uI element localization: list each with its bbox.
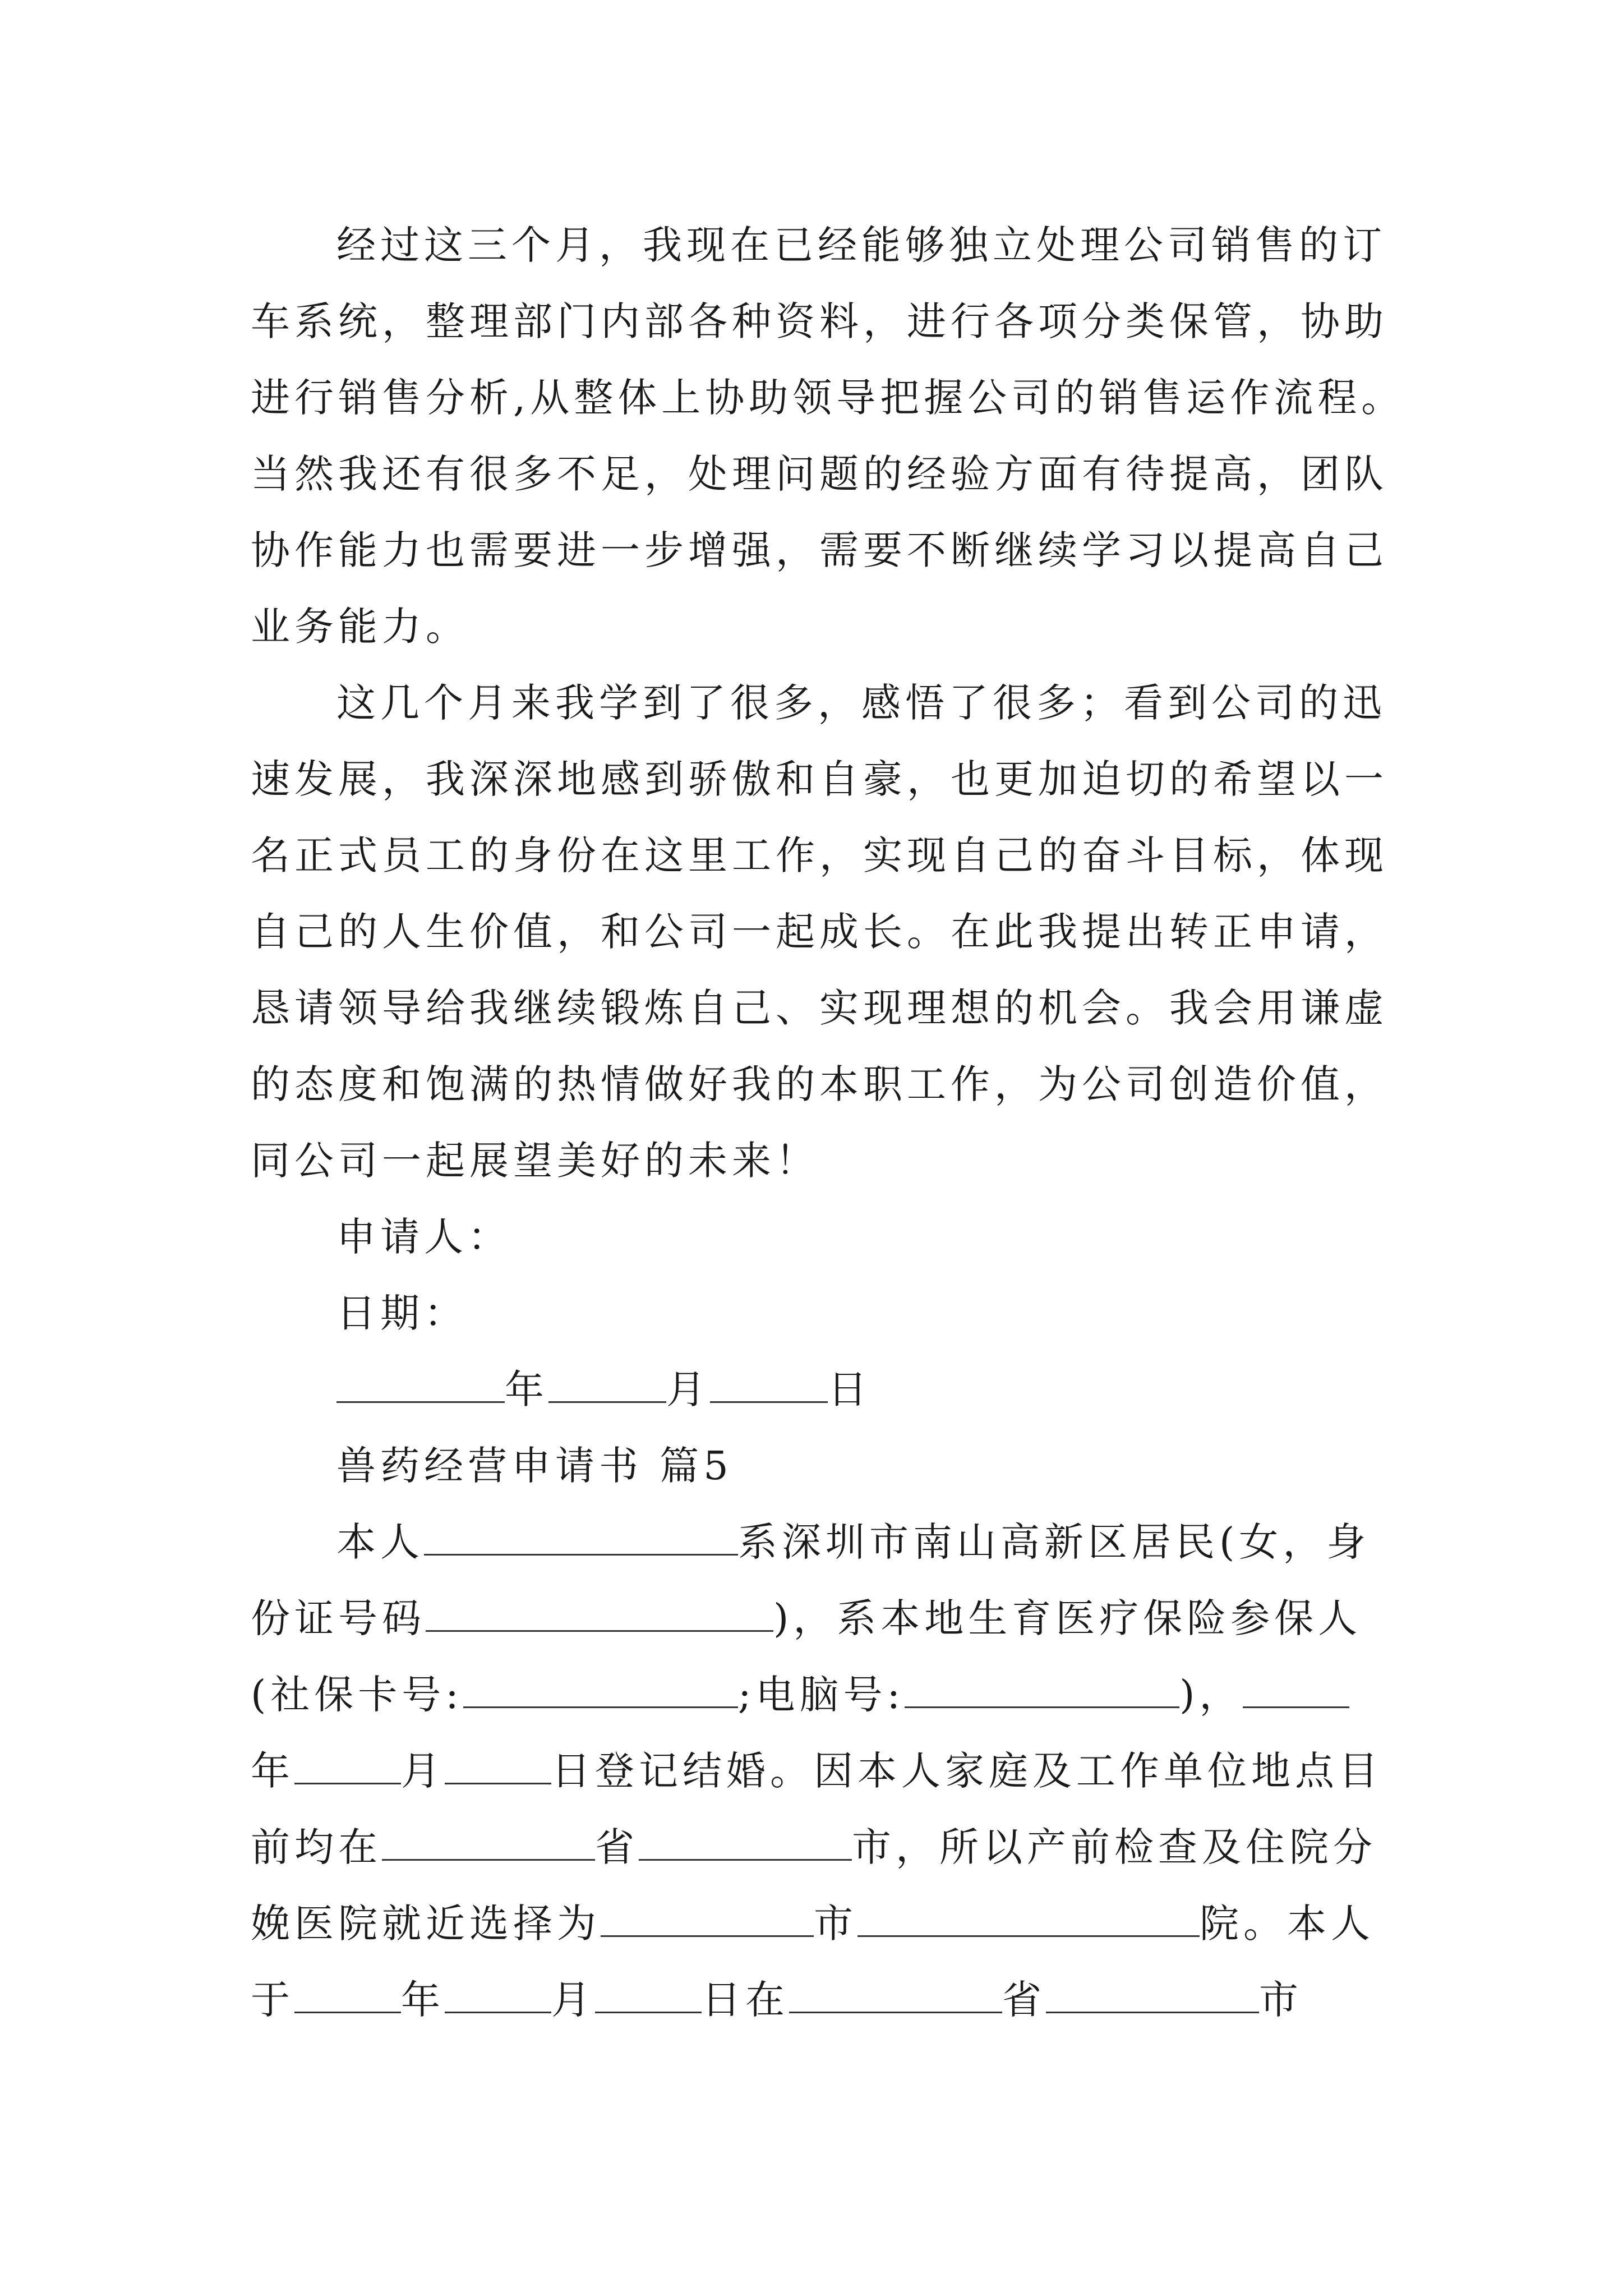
text-line: 经过这三个月，我现在已经能够独立处理公司销售的订 [336,222,1386,268]
text-line: 这几个月来我学到了很多，感悟了很多；看到公司的迅 [336,680,1386,726]
city-blank [1046,1977,1259,2013]
date-fill-line [336,1364,1514,1415]
text-line: 恳请领导给我继续锻炼自己、实现理想的机会。我会用谦虚 [251,985,1388,1031]
month-label: 月 [666,1366,710,1412]
month-blank [294,1748,401,1784]
text-segment: (社保卡号: [251,1672,463,1718]
text-segment: 月 [401,1748,445,1794]
text-segment: 年 [401,1977,445,2023]
section-title: 兽药经营申请书 篇5 [336,1443,733,1489]
text-segment: 娩医院就近选择为 [251,1901,601,1947]
text-segment: 本人 [336,1519,424,1565]
computer-number-blank [905,1672,1179,1708]
text-segment: 于 [251,1977,294,2023]
text-segment: 院。本人 [1200,1901,1375,1947]
text-segment: 月 [551,1977,595,2023]
text-line [336,1517,1514,1567]
text-line: 的态度和饱满的热情做好我的本职工作，为公司创造价值， [251,1061,1388,1107]
text-segment: 省 [1002,1977,1046,2023]
text-segment: 年 [251,1748,294,1794]
text-segment: 份证号码 [251,1595,426,1641]
name-blank [424,1519,738,1556]
text-segment: 前均在 [251,1824,382,1870]
applicant-label: 申请人： [336,1214,511,1260]
text-line [251,1898,1428,1949]
text-line: 自己的人生价值，和公司一起成长。在此我提出转正申请， [251,909,1388,955]
day-label: 日 [828,1366,872,1412]
day-blank [445,1748,551,1784]
month-blank [445,1977,551,2013]
text-line [251,1669,1428,1720]
text-segment: )，系本地生育医疗保险参保人 [773,1595,1362,1641]
text-line [251,1822,1428,1872]
text-line [251,1746,1428,1796]
text-line: 业务能力。 [251,604,469,650]
day-blank [595,1977,702,2013]
text-line: 当然我还有很多不足，处理问题的经验方面有待提高，团队 [251,451,1388,497]
text-line [251,1975,1428,2025]
year-label: 年 [505,1366,548,1412]
text-line: 协作能力也需要进一步增强，需要不断继续学习以提高自己 [251,527,1388,573]
text-segment: 日登记结婚。因本人家庭及工作单位地点目 [551,1748,1382,1794]
text-line: 同公司一起展望美好的未来！ [251,1138,819,1184]
social-card-blank [463,1672,738,1708]
text-segment: 市，所以产前检查及住院分 [852,1824,1377,1870]
id-number-blank [426,1595,773,1632]
year-blank [294,1977,401,2013]
day-blank [710,1366,828,1403]
province-blank [382,1824,595,1861]
year-blank [336,1366,505,1403]
city-blank [639,1824,852,1861]
hospital-city-blank [601,1901,814,1937]
text-line [251,1593,1428,1644]
text-segment: 省 [595,1824,639,1870]
marriage-year-blank [1243,1672,1349,1708]
hospital-name-blank [857,1901,1200,1937]
month-blank [548,1366,666,1403]
text-segment: 市 [814,1901,857,1947]
text-segment: 日在 [702,1977,789,2023]
text-segment: )， [1179,1672,1243,1718]
text-line: 车系统，整理部门内部各种资料，进行各项分类保管，协助 [251,298,1388,344]
province-blank [789,1977,1002,2013]
text-segment: 系深圳市南山高新区居民(女，身 [738,1519,1371,1565]
text-line: 速发展，我深深地感到骄傲和自豪，也更加迫切的希望以一 [251,756,1388,802]
text-segment: ;电脑号: [737,1672,905,1718]
text-segment: 市 [1259,1977,1303,2023]
text-line: 名正式员工的身份在这里工作，实现自己的奋斗目标，体现 [251,832,1388,878]
date-label: 日期： [336,1290,468,1336]
text-line: 进行销售分析,从整体上协助领导把握公司的销售运作流程。 [251,375,1405,421]
